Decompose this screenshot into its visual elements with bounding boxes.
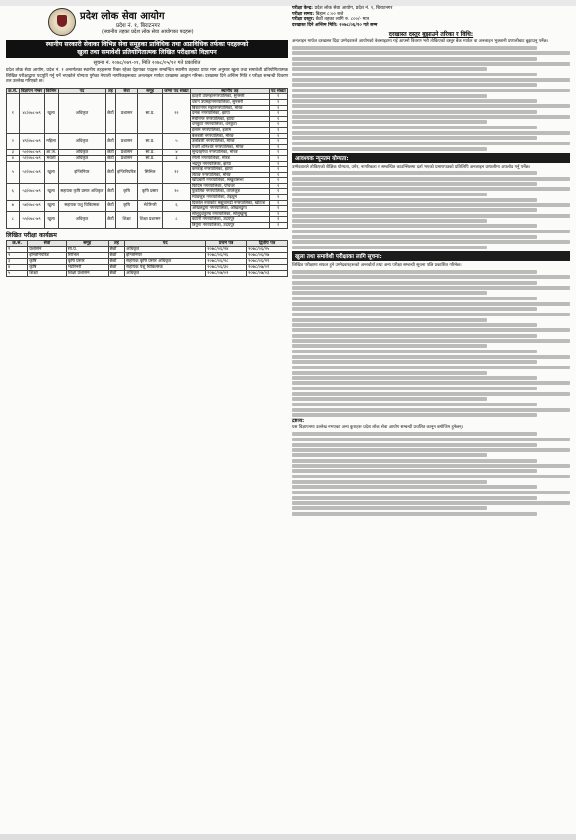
local-unit-cell: सोलुदुधकुण्ड नगरपालिका, सोलुखुम्बु bbox=[190, 211, 269, 217]
exam-info-list bbox=[292, 6, 570, 23]
post-count-cell: १ bbox=[269, 172, 288, 178]
exam-table-body bbox=[7, 246, 288, 276]
post-count-cell: १ bbox=[269, 200, 288, 206]
table-cell: छैठौं bbox=[108, 252, 125, 258]
table-cell: सिभिल bbox=[66, 252, 108, 258]
table-cell: २०७८/०६/२५ bbox=[247, 246, 288, 252]
post-count-cell: १ bbox=[269, 178, 288, 184]
header bbox=[6, 6, 288, 40]
local-unit-cell: दिक्तेल रुपाकोट मझुवागढी नगरपालिका, खोटाङ bbox=[190, 200, 269, 206]
table-cell: २ bbox=[7, 133, 20, 150]
local-unit-cell: खाँदबारी नगरपालिका, संखुवासभा bbox=[190, 178, 269, 184]
table-cell: सा.प्र. bbox=[138, 94, 163, 133]
table-cell: प्रशासन bbox=[115, 133, 137, 150]
post-count-cell: १ bbox=[269, 211, 288, 217]
post-count-cell: १ bbox=[269, 167, 288, 173]
table-cell: कृषि bbox=[28, 264, 66, 270]
post-count-cell: १ bbox=[269, 206, 288, 212]
left-column bbox=[6, 6, 288, 277]
table-cell: छैठौं bbox=[106, 161, 116, 183]
table-cell: ४९/०७८-७९ bbox=[19, 133, 44, 150]
info-key: परीक्षा केन्द्र: bbox=[292, 6, 313, 11]
table-cell: ५१/०७८-७९ bbox=[19, 155, 44, 161]
table-cell: कृषि प्रसार bbox=[138, 183, 163, 200]
exam-header-cell: द्वितीय पत्र bbox=[247, 240, 288, 246]
header-subtitle: प्रदेश नं. १, बिराटनगर bbox=[116, 23, 160, 29]
post-count-cell: १ bbox=[269, 99, 288, 105]
table-cell: महिला bbox=[44, 133, 58, 150]
local-unit-cell: फुङलिङ नगरपालिका, ताप्लेजुङ bbox=[190, 189, 269, 195]
table-cell: शिक्षा bbox=[28, 270, 66, 276]
post-count-cell: १ bbox=[269, 217, 288, 223]
table-cell: ५४/०७८-७९ bbox=[19, 200, 44, 211]
local-unit-cell: कटारी नगरपालिका, उदयपुर bbox=[190, 217, 269, 223]
table-cell: २०७८/०६/२८ bbox=[206, 258, 247, 264]
table-cell: सा.प्र. bbox=[138, 133, 163, 150]
vacancy-header-cell: जम्मा पद संख्या bbox=[164, 87, 189, 93]
section-notes: द्रष्टव्य: bbox=[292, 418, 305, 425]
post-count-cell: १ bbox=[269, 139, 288, 145]
banner-line-2: खुला तथा समावेशी प्रतियोगितात्मक लिखित परीक्षाको विज्ञापन bbox=[77, 49, 217, 56]
table-cell: सहायक पशु चिकित्सक bbox=[125, 264, 206, 270]
table-cell: १० bbox=[162, 183, 190, 200]
vacancy-header-cell: तह bbox=[106, 88, 116, 94]
post-count-cell: १ bbox=[269, 183, 288, 189]
vacancy-header-cell: विज्ञापन नम्बर bbox=[20, 87, 43, 93]
table-cell: कृषि प्रसार bbox=[66, 258, 108, 264]
vacancy-header-cell: स्थानीय तह bbox=[190, 88, 269, 94]
post-count-cell: १ bbox=[269, 195, 288, 201]
bottom-strip bbox=[0, 834, 576, 840]
local-unit-cell: त्रियुगा नगरपालिका, उदयपुर bbox=[190, 223, 269, 229]
table-cell: २०७८/०६/२९ bbox=[247, 258, 288, 264]
local-unit-cell: सुन्दरहरैंचा नगरपालिका, मोरङ bbox=[190, 150, 269, 156]
post-count-cell: १ bbox=[269, 105, 288, 111]
table-cell: ५२/०७८-७९ bbox=[19, 161, 44, 183]
table-cell: २०७८/०७/०१ bbox=[247, 264, 288, 270]
table-cell: २०७८/०६/२७ bbox=[247, 252, 288, 258]
section-min-qualification: आवश्यक न्यूनतम योग्यता: bbox=[292, 153, 570, 163]
post-count-cell: १ bbox=[269, 223, 288, 229]
table-cell: छैठौं bbox=[108, 246, 125, 252]
table-cell: २२ bbox=[162, 94, 190, 133]
table-cell: ५०/०७८-७९ bbox=[19, 150, 44, 156]
notes-text: यस विज्ञापनमा उल्लेख नभएका अन्य कुराहरू प्रदेश लोक सेवा आयोग सम्बन्धी प्रचलित कानून बमोजिम हुनेछन्। bbox=[292, 425, 464, 431]
local-unit-cell: बिराटनगर महानगरपालिका, मोरङ bbox=[190, 105, 269, 111]
local-unit-cell: लेटाङ नगरपालिका, मोरङ bbox=[190, 172, 269, 178]
table-cell: खुला bbox=[44, 200, 58, 211]
table-cell: शिक्षा प्रशासन bbox=[66, 270, 108, 276]
table-cell: छैठौं bbox=[107, 149, 114, 155]
vacancy-header-cell: पद bbox=[58, 88, 105, 94]
table-cell: मधेशी bbox=[44, 155, 58, 161]
post-count-cell: १ bbox=[269, 111, 288, 117]
table-cell: प्रशासन bbox=[115, 94, 137, 133]
vacancy-table-body bbox=[7, 94, 288, 228]
table-cell: ६ bbox=[7, 183, 20, 200]
fee-method-text: अनलाइन मार्फत दरखास्त दिंदा उम्मेदवारले आयोगको वेबसाइटमा गई आफ्नो विवरण भरी तोकिएको दस्तुर बैंक मार्फत वा अनलाइन भुक्तानी प्रणालीबाट बुझाउनु पर्नेछ। bbox=[292, 39, 549, 45]
header-note: (स्थानीय तहका प्रदेश लोक सेवा आयोगका पदहरू) bbox=[102, 29, 194, 35]
vacancy-header-cell: सेवा bbox=[115, 88, 137, 94]
table-cell: ३ bbox=[7, 258, 28, 264]
post-count-cell: १ bbox=[269, 189, 288, 195]
exam-schedule-table bbox=[6, 240, 288, 277]
local-unit-cell: फिदिम नगरपालिका, पाँचथर bbox=[190, 183, 269, 189]
table-cell: सहायक कृषि प्रसार अधिकृत bbox=[58, 183, 105, 200]
table-cell: ३ bbox=[7, 150, 20, 156]
table-cell: ३ bbox=[162, 155, 190, 161]
table-cell: १ bbox=[7, 94, 20, 133]
local-unit-cell: भद्रपुर नगरपालिका, झापा bbox=[190, 161, 269, 167]
table-cell: ५ bbox=[7, 270, 28, 276]
table-cell: ५५/०७८-७९ bbox=[19, 211, 44, 228]
local-unit-cell: पथरी शनिश्चरे नगरपालिका, मोरङ bbox=[190, 144, 269, 150]
table-cell: कृषि bbox=[115, 200, 137, 211]
table-cell: छैठौं bbox=[106, 211, 116, 228]
table-cell: इन्जिनियर bbox=[58, 161, 105, 183]
table-cell: ४ bbox=[7, 155, 20, 161]
table-cell: २०७८/०७/०३ bbox=[247, 270, 288, 276]
vacancy-table bbox=[6, 88, 288, 229]
table-cell: छैठौं bbox=[108, 264, 125, 270]
table-cell: सा.प्र. bbox=[138, 155, 163, 161]
exam-header-cell: पद bbox=[125, 240, 206, 246]
table-cell: ८ bbox=[7, 211, 20, 228]
vacancy-header-cell: क्र.सं. bbox=[8, 87, 18, 93]
table-cell: २०७८/०६/३० bbox=[206, 264, 247, 270]
vacancy-header-cell: समूह bbox=[138, 88, 163, 94]
exam-header-cell: सेवा bbox=[28, 240, 66, 246]
local-unit-cell: उर्लाबारी नगरपालिका, मोरङ bbox=[190, 139, 269, 145]
local-unit-cell: धनकुटा नगरपालिका, धनकुटा bbox=[190, 122, 269, 128]
table-cell: शिक्षा bbox=[115, 211, 137, 228]
table-cell: कृषि bbox=[115, 183, 137, 200]
post-count-cell: १ bbox=[269, 144, 288, 150]
section-open-inclusive: खुला तथा समावेशी परीक्षाका लागि सूचना: bbox=[292, 251, 570, 261]
right-column bbox=[292, 6, 570, 517]
table-cell: कृषि bbox=[28, 258, 66, 264]
qualification-text: उम्मेदवारले तोकिएको शैक्षिक योग्यता, उमेर, नागरिकता र सम्बन्धित काउन्सिलमा दर्ता भएको प्रमाणपत्रको प्रतिलिपि अनलाइन प्रणालीमा अपलोड गर्नु पर्नेछ। bbox=[292, 164, 531, 170]
post-count-cell: १ bbox=[269, 133, 288, 139]
table-cell: ५३/०७८-७९ bbox=[19, 183, 44, 200]
table-cell: २ bbox=[7, 252, 28, 258]
table-cell: अधिकृत bbox=[58, 155, 105, 161]
table-cell: सहायक कृषि प्रसार अधिकृत bbox=[125, 258, 206, 264]
local-unit-cell: कन्काई नगरपालिका, झापा bbox=[190, 167, 269, 173]
table-cell: खुला bbox=[44, 161, 58, 183]
table-cell: १ bbox=[7, 246, 28, 252]
table-cell: छैठौं bbox=[107, 154, 114, 160]
table-cell: सा.प्र. bbox=[66, 246, 108, 252]
table-cell: भेटेरिनरी bbox=[66, 264, 108, 270]
notice-number: सूचना नं. २०७८/०७९-०१, मिति २०७८/०५/१२ गते प्रकाशित bbox=[93, 60, 201, 66]
table-cell: ५ bbox=[7, 161, 20, 183]
table-cell: खुला bbox=[44, 183, 58, 200]
table-cell: इन्जिनियरिङ bbox=[28, 252, 66, 258]
post-count-cell: १ bbox=[269, 94, 288, 100]
table-cell: भेटेरिनरी bbox=[138, 200, 163, 211]
post-count-cell: १ bbox=[269, 116, 288, 122]
table-cell: ७ bbox=[7, 200, 20, 211]
table-cell: ४८/०७८-७९ bbox=[19, 94, 44, 133]
exam-header-cell: क्र.सं. bbox=[7, 240, 28, 246]
table-cell: १२ bbox=[162, 161, 190, 183]
info-key: परीक्षा समय: bbox=[292, 11, 315, 17]
table-cell: खुला bbox=[44, 94, 58, 133]
emblem-icon bbox=[48, 8, 76, 36]
advert-banner bbox=[6, 40, 288, 58]
local-unit-cell: मेचीनगर नगरपालिका, झापा bbox=[190, 116, 269, 122]
table-cell: २०७८/०६/२४ bbox=[206, 246, 247, 252]
table-cell: सहायक पशु चिकित्सक bbox=[58, 200, 105, 211]
open-inclusive-text: लिखित परीक्षामा सफल हुने उम्मेदवारहरूको अन्तर्वार्ता तथा अन्य परीक्षा सम्बन्धी सूचना पछि प्रकाशित गरिनेछ। bbox=[292, 263, 462, 269]
table-cell: इन्जिनियर bbox=[125, 252, 206, 258]
table-cell: आ.ज. bbox=[44, 150, 58, 156]
vacancy-header-cell: किसिम bbox=[45, 87, 57, 93]
table-cell: छैठौं bbox=[108, 270, 125, 276]
post-count-cell: १ bbox=[269, 155, 288, 161]
banner-line-1: स्थानीय सरकारी सेवाका विभिन्न सेवा समूहका प्राविधिक तथा अप्राविधिक तर्फका पदहरूको bbox=[45, 41, 249, 48]
local-unit-cell: धरान उपमहानगरपालिका, सुनसरी bbox=[190, 99, 269, 105]
table-cell: अधिकृत bbox=[58, 94, 105, 133]
table-cell: छैठौं bbox=[106, 183, 116, 200]
post-count-cell: १ bbox=[269, 127, 288, 133]
table-cell: इन्जिनियरिङ bbox=[115, 161, 137, 183]
table-cell: अधिकृत bbox=[58, 133, 105, 150]
table-cell: प्रशासन bbox=[115, 155, 137, 161]
table-cell: प्रशासन bbox=[115, 150, 137, 156]
table-cell: ८ bbox=[162, 211, 190, 228]
table-row bbox=[7, 270, 288, 276]
vacancy-header-cell: पद संख्या bbox=[270, 87, 286, 93]
local-unit-cell: इटहरी उपमहानगरपालिका, सुनसरी bbox=[190, 94, 269, 100]
local-unit-cell: म्याङलुङ नगरपालिका, तेह्रथुम bbox=[190, 195, 269, 201]
exam-header-cell: समूह bbox=[66, 240, 108, 246]
application-deadline: दरखास्त दिने अन्तिम मिति: २०७८/०६/१० गते सम्म bbox=[292, 22, 378, 28]
exam-header-cell: प्रथम पत्र bbox=[206, 240, 247, 246]
table-cell: ६ bbox=[162, 200, 190, 211]
post-count-cell: १ bbox=[269, 150, 288, 156]
exam-schedule-title: लिखित परीक्षा कार्यक्रम bbox=[6, 231, 57, 239]
info-key: परीक्षा दस्तुर: bbox=[292, 17, 315, 23]
table-cell: प्रशासन bbox=[28, 246, 66, 252]
post-count-cell: १ bbox=[269, 161, 288, 167]
page-title: प्रदेश लोक सेवा आयोग bbox=[80, 11, 165, 22]
table-cell: सा.प्र. bbox=[138, 150, 163, 156]
table-cell: छैठौं bbox=[106, 200, 116, 211]
table-cell: अधिकृत bbox=[58, 150, 105, 156]
table-cell: खुला bbox=[44, 211, 58, 228]
intro-paragraph: प्रदेश लोक सेवा आयोग, प्रदेश नं. १ अन्तर्गतका स्थानीय तहहरूमा रिक्त रहेका देहायका पदहरू सम्बन्धित स्थानीय तहबाट प्राप्त माग अनुसार खुला तथा समावेशी प्रतियोगितात्मक लिखित परीक्षाद्वारा पदपूर्ति गर्नु पर्ने भएकोले योग्यता पुगेका नेपाली नागरिकहरूबाट अनलाइन मार्फत दरखास्त आह्वान गरिन्छ। दरखास्त दिने अन्तिम मिति र परीक्षा सम्बन्धी विवरण तल उल्लेख गरिएको छ। bbox=[6, 68, 288, 85]
local-unit-cell: बेलबारी नगरपालिका, मोरङ bbox=[190, 133, 269, 139]
local-unit-cell: इलाम नगरपालिका, इलाम bbox=[190, 127, 269, 133]
table-cell: अधिकृत bbox=[125, 246, 206, 252]
table-cell: अधिकृत bbox=[125, 270, 206, 276]
table-cell: शिक्षा प्रशासन bbox=[138, 211, 163, 228]
info-value: छैठौं तहका लागि रु. ८००/- मात्र bbox=[314, 17, 370, 23]
table-cell: सिभिल bbox=[138, 161, 163, 183]
info-value: बिहान ८:०० बजे bbox=[314, 11, 344, 17]
local-unit-cell: दमक नगरपालिका, झापा bbox=[190, 111, 269, 117]
table-cell: ४ bbox=[162, 150, 190, 156]
table-cell: ५ bbox=[162, 133, 190, 150]
table-cell: २०७८/०६/२६ bbox=[206, 252, 247, 258]
section-fee-method: दरखास्त दस्तुर बुझाउने तरिका र विधि: bbox=[388, 31, 474, 39]
table-cell: छैठौं bbox=[106, 133, 116, 150]
table-cell: छैठौं bbox=[108, 258, 125, 264]
info-value: प्रदेश लोक सेवा आयोग, प्रदेश नं. १, बिराटनगर bbox=[313, 6, 393, 11]
table-cell: २०७८/०७/०२ bbox=[206, 270, 247, 276]
table-row bbox=[7, 211, 288, 217]
table-cell: अधिकृत bbox=[58, 211, 105, 228]
table-cell: ४ bbox=[7, 264, 28, 270]
exam-header-cell: तह bbox=[108, 240, 125, 246]
post-count-cell: १ bbox=[269, 122, 288, 128]
local-unit-cell: ओखलढुंगा नगरपालिका, ओखलढुंगा bbox=[190, 206, 269, 212]
local-unit-cell: रंगेली नगरपालिका, मोरङ bbox=[190, 155, 269, 161]
table-cell: छैठौं bbox=[106, 94, 116, 133]
